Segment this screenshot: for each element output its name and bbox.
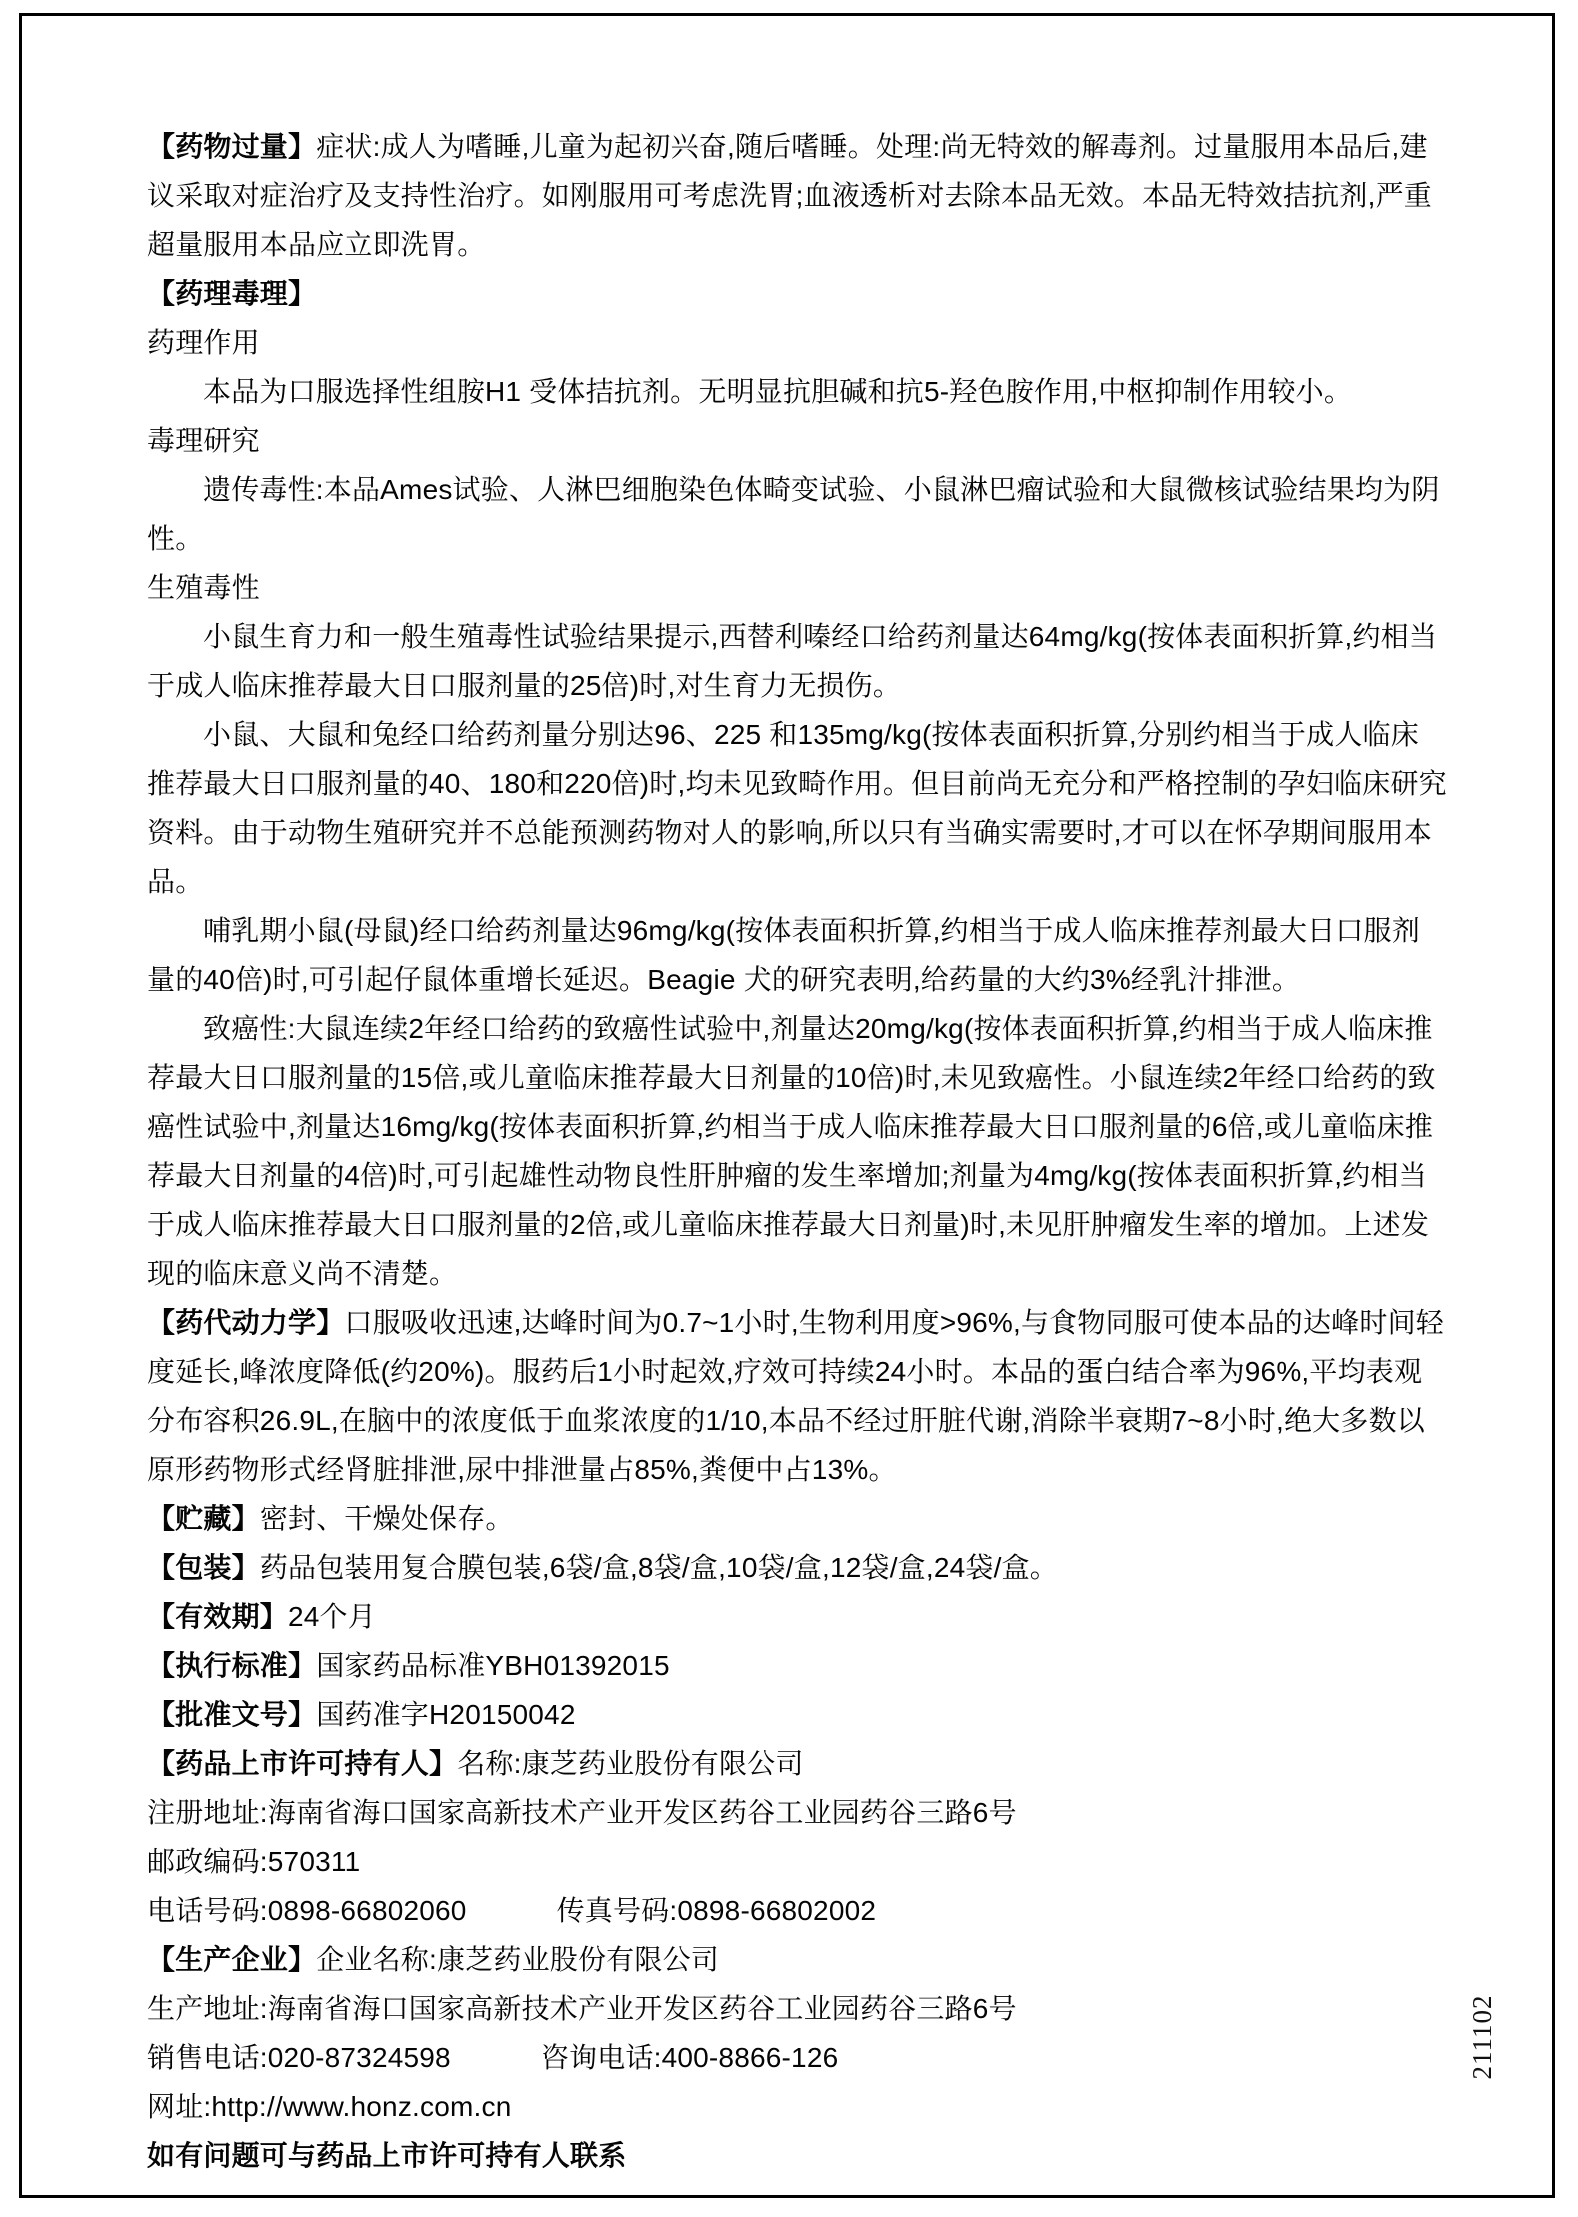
overdose-text: 症状:成人为嗜睡,儿童为起初兴奋,随后嗜睡。处理:尚无特效的解毒剂。过量服用本品后,建议采取对症治疗及支持性治疗。如刚服用可考虑洗胃;血液透析对去除本品无效。本品无特效拮抗剂,严重超量服用本品应立即洗胃。 — [147, 131, 1432, 260]
packaging-section-label: 【包装】 — [147, 1552, 260, 1583]
para-drug-overdose — [147, 122, 1447, 269]
pharmacokinetics-text: 口服吸收迅速,达峰时间为0.7~1小时,生物利用度>96%,与食物同服可使本品的达峰时间轻度延长,峰浓度降低(约20%)。服药后1小时起效,疗效可持续24小时。本品的蛋白结合率为96%,平均表观分布容积26.9L,在脑中的浓度低于血浆浓度的1/10,本品不经过肝脏代谢,消除半衰期7~8小时,绝大多数以原形药物形式经肾脏排泄,尿中排泄量占85%,粪便中占13%。 — [147, 1307, 1444, 1485]
storage-section-label: 【贮藏】 — [147, 1503, 260, 1534]
consult-phone-text: 咨询电话:400-8866-126 — [540, 2042, 839, 2073]
subheading-reproductive-toxicity: 生殖毒性 — [147, 572, 260, 603]
packaging-text: 药品包装用复合膜包装,6袋/盒,8袋/盒,10袋/盒,12袋/盒,24袋/盒。 — [259, 1552, 1058, 1583]
approval-text: 国药准字H20150042 — [316, 1699, 576, 1730]
para-marketing-authorization-holder — [147, 1739, 1447, 1788]
leaflet-body — [147, 122, 1447, 2180]
para-production-address: 生产地址:海南省海口国家高新技术产业开发区药谷工业园药谷三路6号 — [147, 1993, 1017, 2024]
approval-section-label: 【批准文号】 — [147, 1699, 317, 1730]
subheading-pharmacologic-action: 药理作用 — [147, 327, 260, 358]
para-approval-number — [147, 1690, 1447, 1739]
manufacturer-section-label: 【生产企业】 — [147, 1944, 317, 1975]
row-sales-consult-phone — [147, 2033, 1447, 2082]
para-contact-note: 如有问题可与药品上市许可持有人联系 — [147, 2140, 627, 2171]
manufacturer-name-text: 企业名称:康芝药业股份有限公司 — [316, 1944, 719, 1975]
para-fertility-study: 小鼠生育力和一般生殖毒性试验结果提示,西替利嗪经口给药剂量达64mg/kg(按体表面积折算,约相当于成人临床推荐最大日口服剂量的25倍)时,对生育力无损伤。 — [147, 621, 1438, 701]
validity-text: 24个月 — [288, 1601, 376, 1632]
para-registered-address: 注册地址:海南省海口国家高新技术产业开发区药谷工业园药谷三路6号 — [147, 1797, 1017, 1828]
para-packaging — [147, 1543, 1447, 1592]
para-postal-code: 邮政编码:570311 — [147, 1846, 361, 1877]
para-carcinogenicity-study: 致癌性:大鼠连续2年经口给药的致癌性试验中,剂量达20mg/kg(按体表面积折算,约相当于成人临床推荐最大日口服剂量的15倍,或儿童临床推荐最大日剂量的10倍)时,未见致癌性。小鼠连续2年经口给药的致癌性试验中,剂量达16mg/kg(按体表面积折算,约相当于成人临床推荐最大日口服剂量的6倍,或儿童临床推荐最大日剂量的4倍)时,可引起雄性动物良性肝肿瘤的发生率增加;剂量为4mg/kg(按体表面积折算,约相当于成人临床推荐最大日口服剂量的2倍,或儿童临床推荐最大日剂量)时,未见肝肿瘤发生率的增加。上述发现的临床意义尚不清楚。 — [147, 1013, 1436, 1289]
subheading-toxicology-research: 毒理研究 — [147, 425, 260, 456]
sales-phone-text: 销售电话:020-87324598 — [147, 2042, 451, 2073]
para-pharmacologic-action: 本品为口服选择性组胺H1 受体拮抗剂。无明显抗胆碱和抗5-羟色胺作用,中枢抑制作用较小。 — [203, 376, 1353, 407]
para-validity-period — [147, 1592, 1447, 1641]
mah-section-label: 【药品上市许可持有人】 — [147, 1748, 458, 1779]
overdose-section-label: 【药物过量】 — [147, 131, 317, 162]
pharm-tox-section-label: 【药理毒理】 — [147, 278, 317, 309]
para-lactation-study: 哺乳期小鼠(母鼠)经口给药剂量达96mg/kg(按体表面积折算,约相当于成人临床推荐剂最大日口服剂量的40倍)时,可引起仔鼠体重增长延迟。Beagie 犬的研究表明,给药量的大约3%经乳汁排泄。 — [147, 915, 1420, 995]
standard-section-label: 【执行标准】 — [147, 1650, 317, 1681]
heading-pharmacology-toxicology — [147, 269, 1447, 318]
para-executive-standard — [147, 1641, 1447, 1690]
para-pharmacokinetics — [147, 1298, 1447, 1494]
para-manufacturer — [147, 1935, 1447, 1984]
standard-text: 国家药品标准YBH01392015 — [316, 1650, 670, 1681]
fax-number-text: 传真号码:0898-66802002 — [556, 1895, 877, 1926]
pharmacokinetics-section-label: 【药代动力学】 — [147, 1307, 345, 1338]
validity-section-label: 【有效期】 — [147, 1601, 289, 1632]
row-phone-fax — [147, 1886, 1447, 1935]
phone-number-text: 电话号码:0898-66802060 — [147, 1895, 467, 1926]
para-teratogenicity-study: 小鼠、大鼠和兔经口给药剂量分别达96、225 和135mg/kg(按体表面积折算,分别约相当于成人临床推荐最大日口服剂量的40、180和220倍)时,均未见致畸作用。但目前尚无充分和严格控制的孕妇临床研究资料。由于动物生殖研究并不总能预测药物对人的影响,所以只有当确实需要时,才可以在怀孕期间服用本品。 — [147, 719, 1447, 897]
para-genetic-toxicity: 遗传毒性:本品Ames试验、人淋巴细胞染色体畸变试验、小鼠淋巴瘤试验和大鼠微核试验结果均为阴性。 — [147, 474, 1440, 554]
storage-text: 密封、干燥处保存。 — [259, 1503, 514, 1534]
para-storage — [147, 1494, 1447, 1543]
page-side-code: 211102 — [1467, 1994, 1497, 2080]
para-website: 网址:http://www.honz.com.cn — [147, 2091, 512, 2122]
mah-name-text: 名称:康芝药业股份有限公司 — [457, 1748, 804, 1779]
